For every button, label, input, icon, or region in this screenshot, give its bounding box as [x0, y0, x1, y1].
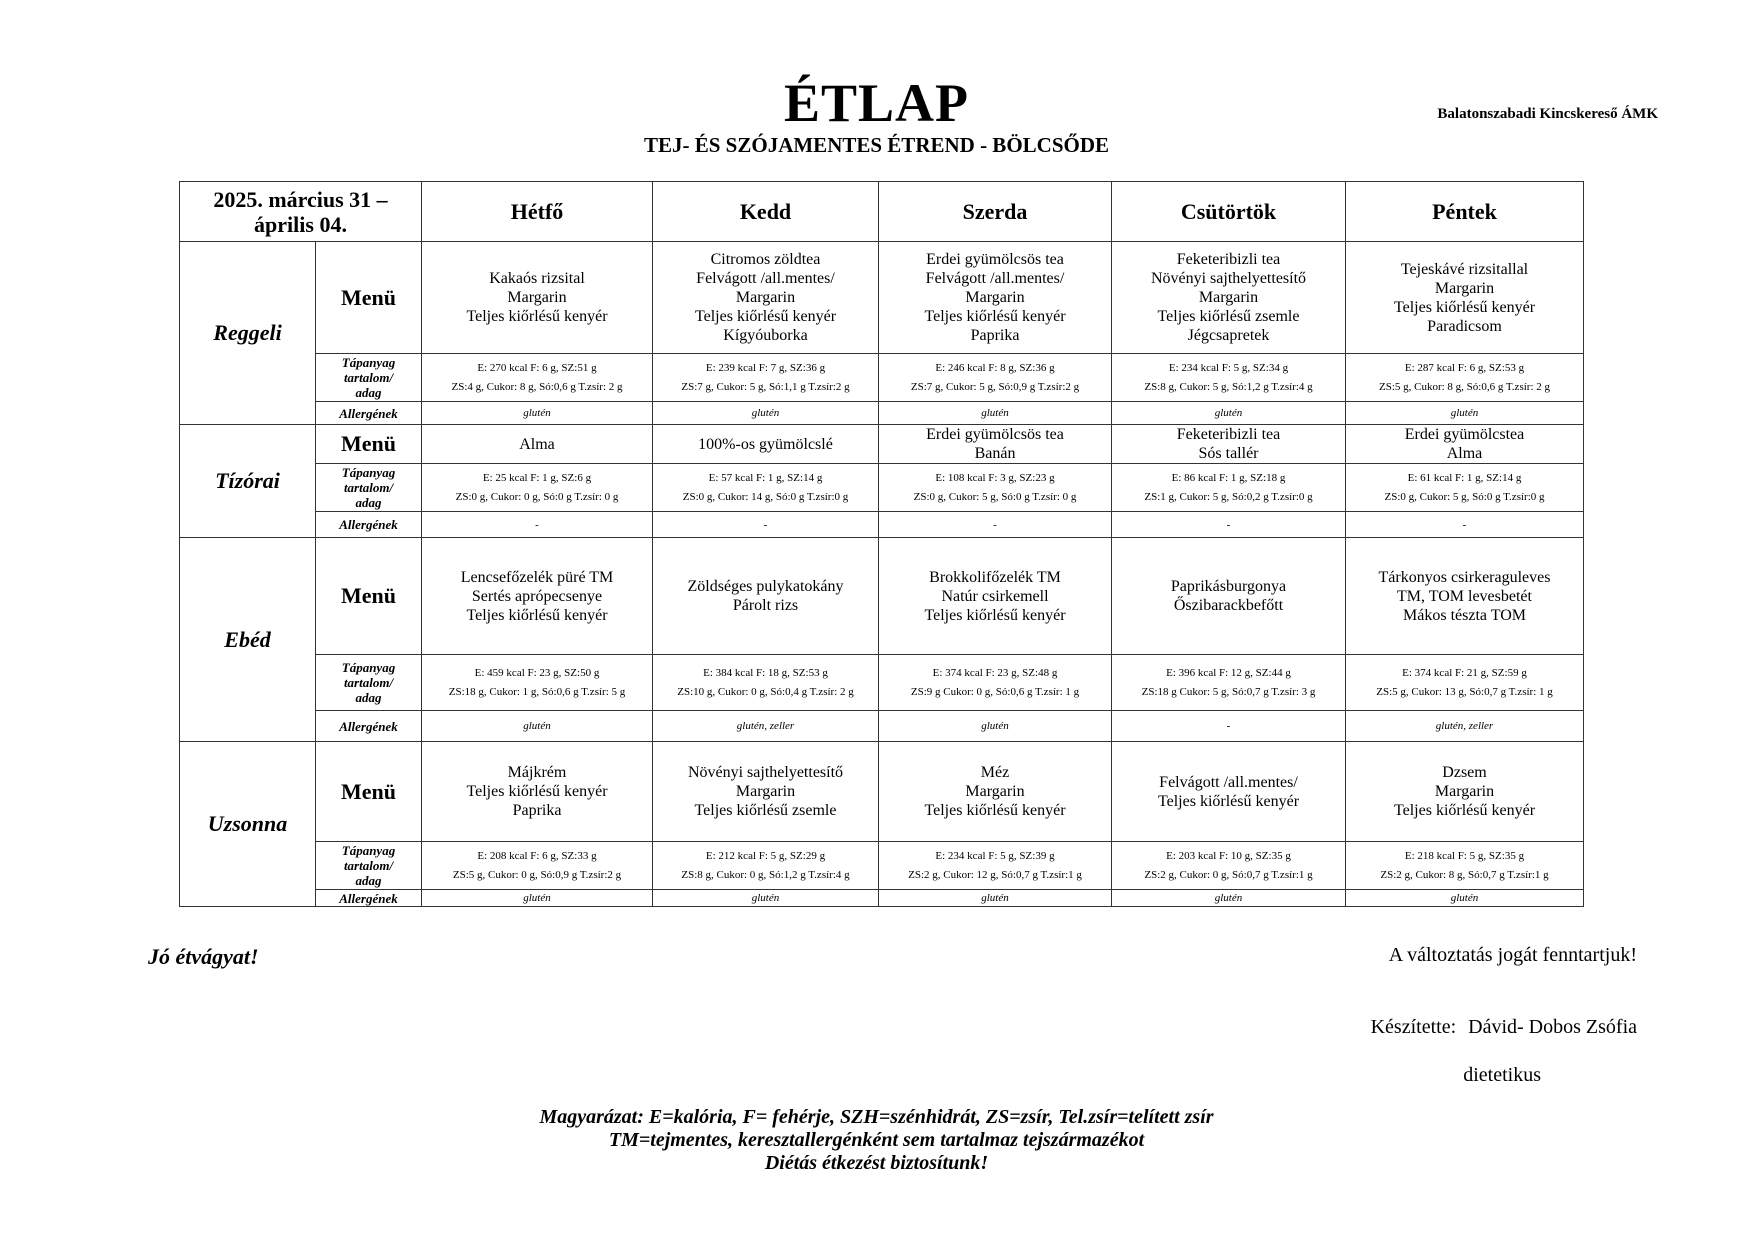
menu-cell — [653, 742, 879, 842]
allergen-cell: glutén — [653, 402, 879, 425]
menu-cell — [653, 425, 879, 464]
menu-item: Teljes kiőrlésű zsemle — [694, 802, 837, 819]
menu-item: Felvágott /all.mentes/ — [696, 270, 835, 287]
allergen-row — [180, 402, 1584, 425]
menu-item: Sós tallér — [1198, 445, 1259, 462]
row-label-allergens: Allergének — [316, 890, 422, 907]
day-header: Szerda — [879, 182, 1112, 242]
row-label-nutrients-line: Tápanyag — [341, 465, 396, 480]
legend-note: TM=tejmentes, keresztallergénként sem tartalmaz tejszármazékot — [608, 1129, 1145, 1151]
nutrient-line: E: 234 kcal F: 5 g, SZ:34 g — [1168, 361, 1289, 374]
nutrient-line: E: 246 kcal F: 8 g, SZ:36 g — [935, 361, 1055, 374]
menu-item: Margarin — [507, 289, 567, 306]
legend-note: Magyarázat: E=kalória, F= fehérje, SZH=szénhidrát, ZS=zsír, Tel.zsír=telített zsír — [539, 1106, 1214, 1128]
menu-cell — [422, 425, 653, 464]
allergen-cell: glutén — [653, 890, 879, 907]
meal-name: Reggeli — [180, 242, 316, 425]
nutrient-line: E: 459 kcal F: 23 g, SZ:50 g — [474, 666, 600, 679]
menu-row — [180, 742, 1584, 842]
menu-item: Lencsefőzelék püré TM — [460, 568, 614, 586]
menu-item: Felvágott /all.mentes/ — [925, 270, 1065, 287]
row-label-allergens: Allergének — [316, 512, 422, 538]
menu-item: Alma — [519, 435, 555, 453]
allergen-cell: - — [1346, 512, 1584, 538]
menu-item: Feketeribizli tea — [1176, 426, 1281, 443]
nutrient-line: ZS:7 g, Cukor: 5 g, Só:1,1 g T.zsír:2 g — [681, 380, 850, 393]
nutrient-line: E: 396 kcal F: 12 g, SZ:44 g — [1166, 666, 1291, 679]
row-label-nutrients-line: tartalom/ — [343, 858, 394, 873]
menu-item: Jégcsapretek — [1187, 327, 1270, 344]
nutrient-line: ZS:4 g, Cukor: 8 g, Só:0,6 g T.zsír: 2 g — [451, 380, 623, 393]
menu-cell — [422, 242, 653, 354]
nutrient-line: E: 270 kcal F: 6 g, SZ:51 g — [477, 361, 597, 374]
nutrient-line: ZS:18 g, Cukor: 1 g, Só:0,6 g T.zsír: 5 g — [448, 685, 626, 698]
menu-cell — [1346, 742, 1584, 842]
menu-cell — [422, 538, 653, 655]
menu-item: Margarin — [965, 783, 1025, 800]
menu-cell — [879, 425, 1112, 464]
allergen-cell: glutén — [1112, 890, 1346, 907]
nutrient-cell — [653, 354, 879, 402]
page-subtitle: TEJ- ÉS SZÓJAMENTES ÉTREND - BÖLCSŐDE — [643, 133, 1110, 157]
row-label-menu: Menü — [316, 538, 422, 655]
menu-item: Teljes kiőrlésű kenyér — [466, 783, 608, 800]
nutrient-cell — [879, 655, 1112, 711]
menu-item: Mákos tészta TOM — [1403, 606, 1526, 624]
day-header: Kedd — [653, 182, 879, 242]
menu-item: 100%-os gyümölcslé — [698, 435, 833, 453]
nutrient-line: ZS:0 g, Cukor: 14 g, Só:0 g T.zsír:0 g — [682, 490, 849, 503]
nutrient-line: ZS:0 g, Cukor: 5 g, Só:0 g T.zsír: 0 g — [913, 490, 1077, 503]
page-title: ÉTLAP — [783, 73, 970, 133]
legend-notes — [0, 1106, 1753, 1175]
nutrient-line: E: 374 kcal F: 23 g, SZ:48 g — [932, 666, 1058, 679]
nutrient-line: ZS:7 g, Cukor: 5 g, Só:0,9 g T.zsír:2 g — [910, 380, 1080, 393]
menu-cell — [1112, 538, 1346, 655]
nutrient-line: E: 212 kcal F: 5 g, SZ:29 g — [705, 849, 826, 862]
nutrient-line: ZS:2 g, Cukor: 0 g, Só:0,7 g T.zsír:1 g — [1144, 868, 1313, 881]
menu-item: Erdei gyümölcstea — [1404, 426, 1525, 443]
nutrient-cell — [653, 842, 879, 890]
nutrient-line: E: 57 kcal F: 1 g, SZ:14 g — [708, 471, 823, 484]
menu-item: Paprika — [512, 802, 562, 819]
menu-cell — [1346, 425, 1584, 464]
menu-body — [180, 242, 1584, 907]
menu-cell — [653, 242, 879, 354]
nutrient-cell — [1112, 655, 1346, 711]
nutrient-line: E: 86 kcal F: 1 g, SZ:18 g — [1171, 471, 1286, 484]
date-range — [180, 182, 422, 242]
menu-row — [180, 538, 1584, 655]
menu-item: Párolt rizs — [732, 597, 799, 614]
menu-cell — [1346, 242, 1584, 354]
menu-item: Natúr csirkemell — [941, 587, 1049, 605]
row-label-nutrients-line: adag — [355, 495, 382, 510]
preparer-role: dietetikus — [1463, 1064, 1541, 1086]
nutrient-line: ZS:2 g, Cukor: 12 g, Só:0,7 g T.zsír:1 g — [908, 868, 1082, 881]
row-label-nutrients-line: Tápanyag — [341, 660, 396, 675]
nutrient-line: ZS:1 g, Cukor: 5 g, Só:0,2 g T.zsír:0 g — [1144, 490, 1313, 503]
menu-item: Paprika — [970, 327, 1020, 344]
day-header: Hétfő — [422, 182, 653, 242]
menu-item: Sertés aprópecsenye — [471, 587, 603, 605]
nutrient-cell — [879, 842, 1112, 890]
menu-item: Növényi sajthelyettesítő — [687, 764, 844, 781]
nutrient-line: E: 25 kcal F: 1 g, SZ:6 g — [482, 471, 592, 484]
allergen-cell: glutén — [1346, 890, 1584, 907]
row-label-nutrients — [316, 354, 422, 402]
menu-item: Növényi sajthelyettesítő — [1150, 270, 1307, 287]
menu-item: Margarin — [1434, 783, 1495, 800]
menu-item: Margarin — [1434, 279, 1495, 297]
nutrient-line: E: 374 kcal F: 21 g, SZ:59 g — [1402, 666, 1527, 679]
allergen-cell: glutén — [879, 890, 1112, 907]
menu-item: Teljes kiőrlésű kenyér — [1157, 792, 1300, 810]
day-header: Csütörtök — [1112, 182, 1346, 242]
row-label-nutrients-line: tartalom/ — [343, 480, 394, 495]
disclaimer-text: A változtatás jogát fenntartjuk! — [1388, 944, 1637, 966]
nutrient-row — [180, 464, 1584, 512]
allergen-row — [180, 890, 1584, 907]
nutrient-line: E: 203 kcal F: 10 g, SZ:35 g — [1166, 849, 1291, 862]
legend-note: Diétás étkezést biztosítunk! — [764, 1152, 989, 1174]
allergen-cell: glutén — [879, 402, 1112, 425]
menu-item: Teljes kiőrlésű kenyér — [924, 308, 1066, 325]
nutrient-line: E: 287 kcal F: 6 g, SZ:53 g — [1404, 361, 1525, 374]
nutrient-cell — [1112, 354, 1346, 402]
nutrient-cell — [1112, 464, 1346, 512]
allergen-cell: glutén — [422, 890, 653, 907]
menu-item: Méz — [980, 764, 1010, 781]
allergen-cell: glutén, zeller — [1346, 711, 1584, 742]
meal-name: Tízórai — [180, 425, 316, 538]
menu-item: Erdei gyümölcsös tea — [926, 251, 1064, 268]
menu-item: Margarin — [735, 289, 796, 306]
meal-name: Uzsonna — [180, 742, 316, 907]
nutrient-line: E: 208 kcal F: 6 g, SZ:33 g — [477, 849, 597, 862]
menu-item: Margarin — [965, 289, 1025, 306]
nutrient-line: E: 384 kcal F: 18 g, SZ:53 g — [703, 666, 828, 679]
nutrient-line: ZS:5 g, Cukor: 0 g, Só:0,9 g T.zsír:2 g — [452, 868, 622, 881]
nutrient-row — [180, 354, 1584, 402]
nutrient-line: ZS:10 g, Cukor: 0 g, Só:0,4 g T.zsír: 2 g — [677, 685, 854, 698]
nutrient-line: ZS:8 g, Cukor: 5 g, Só:1,2 g T.zsír:4 g — [1144, 380, 1313, 393]
nutrient-cell — [422, 354, 653, 402]
menu-item: Margarin — [735, 783, 796, 800]
nutrient-row — [180, 655, 1584, 711]
menu-cell — [1112, 242, 1346, 354]
menu-cell — [422, 742, 653, 842]
allergen-cell: glutén, zeller — [653, 711, 879, 742]
row-label-nutrients — [316, 655, 422, 711]
menu-row — [180, 242, 1584, 354]
menu-item: Feketeribizli tea — [1176, 251, 1281, 268]
menu-item: Teljes kiőrlésű zsemle — [1157, 308, 1300, 325]
nutrient-line: ZS:5 g, Cukor: 13 g, Só:0,7 g T.zsír: 1 g — [1376, 685, 1553, 698]
nutrient-cell — [1346, 354, 1584, 402]
organization-name: Balatonszabadi Kincskereső ÁMK — [1437, 106, 1658, 122]
allergen-cell: - — [1112, 711, 1346, 742]
menu-item: Kakaós rizsital — [489, 270, 585, 287]
nutrient-line: E: 234 kcal F: 5 g, SZ:39 g — [935, 849, 1055, 862]
nutrient-line: E: 239 kcal F: 7 g, SZ:36 g — [705, 361, 826, 374]
row-label-allergens: Allergének — [316, 711, 422, 742]
allergen-cell: - — [653, 512, 879, 538]
menu-cell — [879, 538, 1112, 655]
allergen-cell: glutén — [422, 711, 653, 742]
nutrient-cell — [653, 655, 879, 711]
nutrient-cell — [422, 842, 653, 890]
menu-item: Tejeskávé rizsitallal — [1400, 260, 1529, 278]
menu-cell — [1112, 425, 1346, 464]
menu-item: Citromos zöldtea — [710, 251, 821, 268]
nutrient-cell — [1346, 655, 1584, 711]
day-header: Péntek — [1346, 182, 1584, 242]
menu-item: Teljes kiőrlésű kenyér — [466, 606, 608, 624]
row-label-nutrients-line: tartalom/ — [343, 370, 394, 385]
row-label-nutrients-line: Tápanyag — [341, 843, 396, 858]
nutrient-line: ZS:5 g, Cukor: 8 g, Só:0,6 g T.zsír: 2 g — [1378, 380, 1550, 393]
nutrient-line: ZS:8 g, Cukor: 0 g, Só:1,2 g T.zsír:4 g — [681, 868, 850, 881]
nutrient-line: E: 108 kcal F: 3 g, SZ:23 g — [935, 471, 1055, 484]
menu-item: Paprikásburgonya — [1170, 578, 1287, 595]
menu-row — [180, 425, 1584, 464]
row-label-nutrients-line: tartalom/ — [343, 675, 394, 690]
nutrient-cell — [422, 655, 653, 711]
nutrient-cell — [879, 464, 1112, 512]
nutrient-cell — [422, 464, 653, 512]
row-label-allergens: Allergének — [316, 402, 422, 425]
prepared-by-label: Készítette: — [1370, 1016, 1457, 1038]
allergen-cell: - — [1112, 512, 1346, 538]
nutrient-cell — [1346, 842, 1584, 890]
nutrient-cell — [653, 464, 879, 512]
menu-item: Teljes kiőrlésű kenyér — [924, 802, 1066, 819]
menu-cell — [1346, 538, 1584, 655]
prepared-by — [1371, 1016, 1637, 1039]
menu-item: Zöldséges pulykatokány — [687, 578, 844, 595]
menu-item: Teljes kiőrlésű kenyér — [694, 308, 837, 325]
nutrient-line: ZS:2 g, Cukor: 8 g, Só:0,7 g T.zsír:1 g — [1380, 868, 1549, 881]
menu-item: Alma — [1446, 445, 1483, 462]
row-label-nutrients-line: adag — [355, 873, 382, 888]
menu-table — [179, 181, 1584, 907]
menu-item: Paradicsom — [1427, 317, 1502, 335]
allergen-cell: glutén — [422, 402, 653, 425]
menu-cell — [1112, 742, 1346, 842]
meal-name: Ebéd — [180, 538, 316, 742]
menu-item: Brokkolifőzelék TM — [929, 568, 1061, 586]
menu-item: Teljes kiőrlésű kenyér — [466, 308, 608, 325]
nutrient-line: ZS:0 g, Cukor: 0 g, Só:0 g T.zsír: 0 g — [455, 490, 619, 503]
row-label-nutrients-line: adag — [355, 385, 382, 400]
allergen-row — [180, 711, 1584, 742]
nutrient-line: ZS:18 g Cukor: 5 g, Só:0,7 g T.zsír: 3 g — [1141, 685, 1316, 698]
row-label-menu: Menü — [316, 242, 422, 354]
menu-item: Teljes kiőrlésű kenyér — [1393, 802, 1536, 819]
menu-item: Felvágott /all.mentes/ — [1159, 773, 1298, 791]
menu-item: Teljes kiőrlésű kenyér — [1393, 298, 1536, 316]
greeting-text: Jó étvágyat! — [148, 944, 259, 969]
nutrient-cell — [1346, 464, 1584, 512]
nutrient-cell — [879, 354, 1112, 402]
menu-cell — [879, 242, 1112, 354]
row-label-nutrients — [316, 842, 422, 890]
menu-item: Kígyóuborka — [723, 327, 808, 344]
header-row — [180, 182, 1584, 242]
menu-item: Dzsem — [1442, 764, 1487, 781]
date-range-line: április 04. — [254, 211, 347, 237]
row-label-menu: Menü — [316, 742, 422, 842]
nutrient-line: ZS:0 g, Cukor: 5 g, Só:0 g T.zsír:0 g — [1384, 490, 1545, 503]
nutrient-line: E: 61 kcal F: 1 g, SZ:14 g — [1407, 471, 1522, 484]
row-label-nutrients-line: adag — [355, 690, 382, 705]
prepared-by-name: Dávid- Dobos Zsófia — [1468, 1016, 1637, 1038]
menu-item: Tárkonyos csirkeraguleves — [1378, 568, 1551, 586]
nutrient-line: E: 218 kcal F: 5 g, SZ:35 g — [1404, 849, 1525, 862]
row-label-nutrients-line: Tápanyag — [341, 355, 396, 370]
menu-item: Őszibarackbefőtt — [1173, 597, 1284, 614]
allergen-cell: glutén — [1346, 402, 1584, 425]
nutrient-row — [180, 842, 1584, 890]
menu-item: Erdei gyümölcsös tea — [926, 426, 1064, 443]
date-range-line: 2025. március 31 – — [213, 186, 388, 212]
nutrient-cell — [1112, 842, 1346, 890]
allergen-cell: glutén — [879, 711, 1112, 742]
nutrient-line: ZS:9 g Cukor: 0 g, Só:0,6 g T.zsír: 1 g — [910, 685, 1080, 698]
menu-item: Margarin — [1198, 289, 1259, 306]
row-label-nutrients — [316, 464, 422, 512]
menu-cell — [879, 742, 1112, 842]
menu-item: TM, TOM levesbetét — [1397, 587, 1532, 605]
menu-item: Májkrém — [507, 764, 567, 781]
allergen-cell: glutén — [1112, 402, 1346, 425]
menu-cell — [653, 538, 879, 655]
allergen-row — [180, 512, 1584, 538]
menu-item: Banán — [974, 445, 1016, 462]
row-label-menu: Menü — [316, 425, 422, 464]
menu-item: Teljes kiőrlésű kenyér — [924, 606, 1066, 624]
allergen-cell: - — [422, 512, 653, 538]
allergen-cell: - — [879, 512, 1112, 538]
